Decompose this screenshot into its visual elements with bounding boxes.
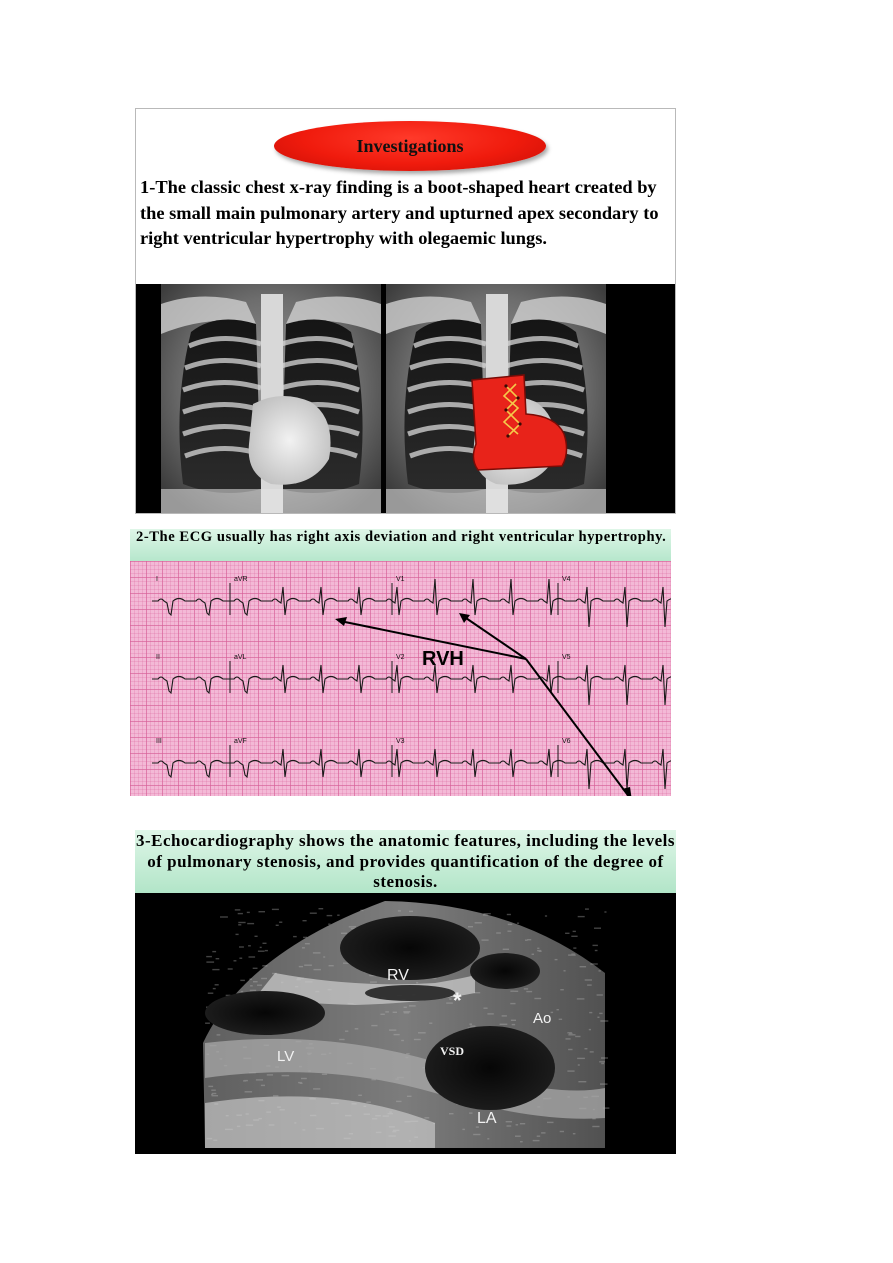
rv-cavity — [340, 916, 480, 980]
ecg-lead-label: I — [156, 576, 158, 583]
echo-label-ao: Ao — [533, 1010, 552, 1027]
echo-label-vsd: VSD — [440, 1044, 465, 1058]
echo-label-lv: LV — [277, 1048, 295, 1065]
la-cavity — [425, 1026, 555, 1110]
ecg-panel — [130, 529, 671, 796]
ecg-figure — [130, 561, 671, 796]
ecg-lead-label: III — [156, 738, 162, 745]
ecg-lead-label: V2 — [396, 654, 405, 661]
ecg-lead-label: V5 — [562, 654, 571, 661]
echocardiogram-image — [135, 893, 676, 1154]
investigations-title-pill — [274, 121, 546, 171]
ecg-lead-label: V4 — [562, 576, 571, 583]
echo-figure — [135, 893, 676, 1154]
echo-label-la: LA — [477, 1110, 497, 1127]
xray-description: 1-The classic chest x-ray finding is a boot-shaped heart created by the small main pulmonary artery and upturned apex secondary to right ventricular hypertrophy with olegaemic lungs. — [140, 177, 659, 248]
echo-caption: 3-Echocardiography shows the anatomic features, including the levels of pulmonary stenosis, and provides quantification of the degree of stenosis. — [136, 831, 675, 891]
investigations-title: Investigations — [356, 135, 464, 156]
investigations-panel — [135, 108, 676, 514]
ecg-tracing — [130, 561, 671, 796]
ecg-lead-label: aVR — [234, 576, 248, 583]
ecg-lead-label: II — [156, 654, 160, 661]
ecg-lead-label: V6 — [562, 738, 571, 745]
chest-xray-image-pair — [136, 284, 676, 514]
echo-panel — [135, 830, 676, 1154]
ecg-lead-label: aVF — [234, 738, 247, 745]
ecg-lead-label: V1 — [396, 576, 405, 583]
echo-label-star: * — [453, 988, 462, 1013]
lv-cavity — [205, 991, 325, 1035]
rvh-arrows — [340, 616, 630, 796]
ecg-lead-label: V3 — [396, 738, 405, 745]
ecg-caption-bar — [130, 529, 671, 561]
echo-caption-bar — [135, 830, 676, 893]
xray-left — [161, 284, 381, 514]
chest-xray-figure — [136, 284, 676, 514]
rvh-arrowhead-v1 — [459, 613, 470, 623]
aorta-cavity — [470, 953, 540, 989]
rvh-label: RVH — [422, 648, 464, 670]
rvh-arrowhead-avr — [335, 617, 347, 626]
echo-label-rv: RV — [387, 967, 409, 984]
ecg-caption: 2-The ECG usually has right axis deviation and right ventricular hypertrophy. — [136, 529, 667, 545]
ecg-lead-label: aVL — [234, 654, 247, 661]
